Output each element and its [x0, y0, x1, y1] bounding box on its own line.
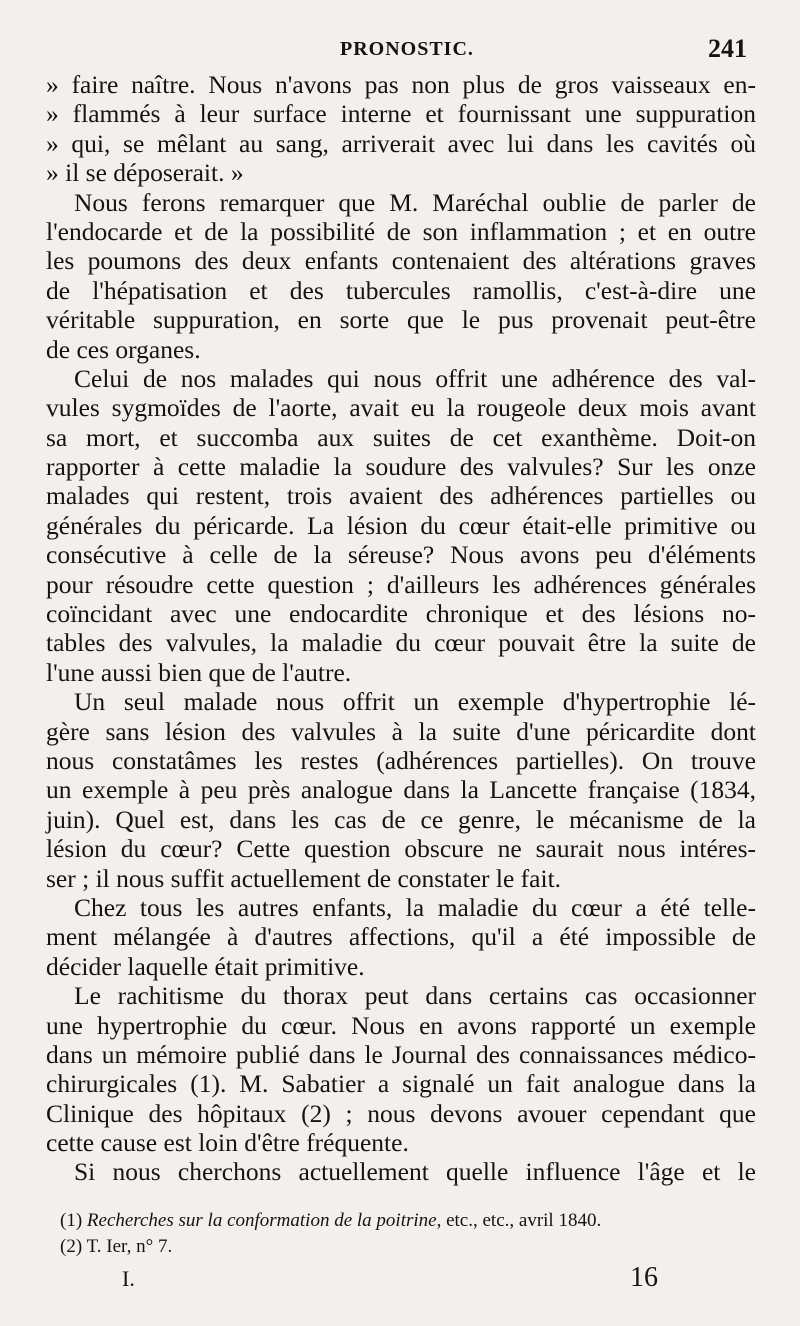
text-line: Nous ferons remarquer que M. Maréchal oublie de parler de [74, 187, 756, 217]
footnotes [60, 1208, 750, 1260]
text-line: une hypertrophie du cœur. Nous en avons rapporté un exemple [46, 1010, 756, 1040]
signature-row [0, 1262, 800, 1298]
footnote-text: , etc., etc., avril 1840. [436, 1210, 602, 1231]
body-text [46, 70, 756, 1187]
text-line: malades qui restent, trois avaient des adhérences partielles ou [46, 481, 756, 511]
text-line: Clinique des hôpitaux (2) ; nous devons avouer cependant que [46, 1098, 756, 1128]
footnote-text: T. Ier, n° 7. [86, 1236, 173, 1257]
text-line: Chez tous les autres enfants, la maladie du cœur a été telle- [74, 892, 756, 922]
text-line: » il se déposerait. » [46, 158, 244, 188]
text-line: pour résoudre cette question ; d'ailleurs les adhérences générales [46, 569, 756, 599]
text-line: les poumons des deux enfants contenaient des altérations graves [46, 246, 756, 276]
text-line: gère sans lésion des valvules à la suite d'une péricardite dont [46, 716, 756, 746]
text-line: de ces organes. [46, 334, 201, 364]
footnote [60, 1234, 750, 1260]
text-line: vules sygmoïdes de l'aorte, avait eu la rougeole deux mois avant [46, 393, 756, 423]
text-line: l'une aussi bien que de l'autre. [46, 657, 352, 687]
footnote [60, 1208, 750, 1234]
text-line: rapporter à cette maladie la soudure des valvules? Sur les onze [46, 452, 756, 482]
text-line: chirurgicales (1). M. Sabatier a signalé un fait analogue dans la [46, 1069, 756, 1099]
running-title: PRONOSTIC. [340, 38, 474, 60]
page-number: 241 [708, 34, 747, 63]
text-line: ser ; il nous suffit actuellement de constater le fait. [46, 863, 562, 893]
page-header [0, 36, 800, 66]
text-line: tables des valvules, la maladie du cœur pouvait être la suite de [46, 628, 756, 658]
text-line: dans un mémoire publié dans le Journal des connaissances médico- [46, 1039, 756, 1069]
text-line: coïncidant avec une endocardite chronique et des lésions no- [46, 599, 756, 629]
text-line: ment mélangée à d'autres affections, qu'il a été impossible de [46, 922, 756, 952]
text-line: cette cause est loin d'être fréquente. [46, 1128, 409, 1158]
footnote-mark: (2) [60, 1236, 83, 1257]
text-line: un exemple à peu près analogue dans la Lancette française (1834, [46, 775, 756, 805]
text-line: Un seul malade nous offrit un exemple d'hypertrophie lé- [74, 687, 756, 717]
text-line: lésion du cœur? Cette question obscure ne saurait nous intéres- [46, 834, 756, 864]
text-line: générales du péricarde. La lésion du cœur était-elle primitive ou [46, 510, 756, 540]
volume-mark: I. [122, 1266, 135, 1291]
text-line: de l'hépatisation et des tubercules ramollis, c'est-à-dire une [46, 275, 756, 305]
text-line: Le rachitisme du thorax peut dans certains cas occasionner [74, 981, 756, 1011]
sheet-signature: 16 [630, 1262, 658, 1293]
text-line: Si nous cherchons actuellement quelle influence l'âge et le [74, 1157, 756, 1187]
text-line: décider laquelle était primitive. [46, 951, 365, 981]
text-line: juin). Quel est, dans les cas de ce genre, le mécanisme de la [46, 804, 756, 834]
text-line: consécutive à celle de la séreuse? Nous avons peu d'éléments [46, 540, 756, 570]
text-line: l'endocarde et de la possibilité de son inflammation ; et en outre [46, 216, 756, 246]
footnote-title: Recherches sur la conformation de la poitrine [86, 1210, 437, 1231]
text-line: » faire naître. Nous n'avons pas non plus de gros vaisseaux en- [46, 70, 756, 99]
text-line: » flammés à leur surface interne et fournissant une suppuration [46, 99, 756, 129]
text-line: nous constatâmes les restes (adhérences partielles). On trouve [46, 745, 756, 775]
text-line: véritable suppuration, en sorte que le pus provenait peut-être [46, 305, 756, 335]
text-line: » qui, se mêlant au sang, arriverait avec lui dans les cavités où [46, 128, 756, 158]
footnote-mark: (1) [60, 1210, 83, 1231]
text-line: Celui de nos malades qui nous offrit une adhérence des val- [74, 363, 756, 393]
text-line: sa mort, et succomba aux suites de cet exanthème. Doit-on [46, 422, 756, 452]
